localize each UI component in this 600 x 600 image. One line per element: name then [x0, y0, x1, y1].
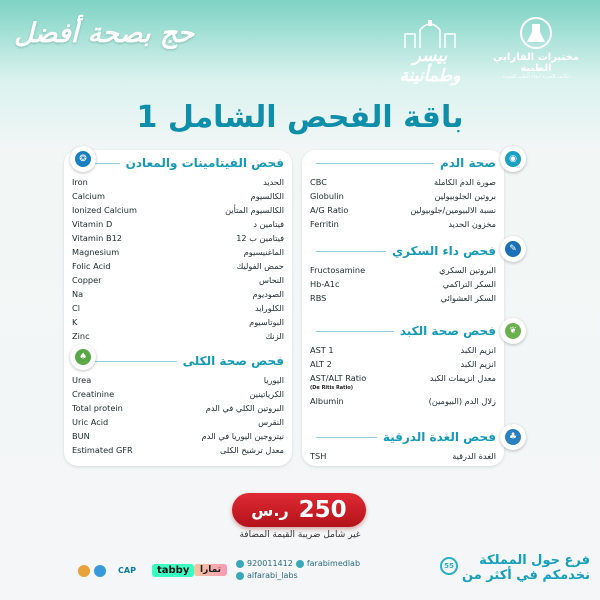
section-title: فحص الغدة الدرقية	[382, 430, 496, 444]
list-item: Uric Acid النقرس	[72, 417, 284, 427]
list-item: AST/ALT Ratio معدل انزيمات الكبد	[310, 373, 496, 383]
section-thyroid	[302, 428, 504, 463]
list-item: TSH الغدة الدرقية	[310, 451, 496, 461]
list-item: Calcium الكالسيوم	[72, 191, 284, 201]
lab-name: مختبرات الفارابي الطبية	[493, 52, 579, 74]
list-item: AST 1 انزيم الكبد	[310, 345, 496, 355]
ratio-note: (De Ritis Ratio)	[310, 385, 354, 391]
list-item: Hb-A1c السكر التراكمي	[310, 279, 496, 289]
list-item: Albumin زلال الدم (البيومين)	[310, 396, 496, 406]
list-item: Vitamin D فيتامين د	[72, 219, 284, 229]
vat-note: غير شامل ضريبة القيمة المضافة	[239, 530, 361, 540]
section-title: فحص صحة الكبد	[399, 324, 496, 338]
price-badge	[232, 493, 366, 527]
header	[0, 0, 600, 100]
section-vitamins	[64, 154, 292, 343]
list-item: Fructosamine البروتين السكري	[310, 265, 496, 275]
section-title: فحص داء السكري	[392, 244, 496, 258]
list-item: Ionized Calcium الكالسيوم المتأين	[72, 205, 284, 215]
list-item: Ferritin مخزون الحديد	[310, 219, 496, 229]
social-handle[interactable]: farabimedlab	[306, 559, 361, 568]
section-title: فحص الفيتامينات والمعادن	[125, 156, 284, 170]
list-item: Folic Acid حمض الفوليك	[72, 261, 284, 271]
lab-tagline: تكاتف الخبرة لبقاء الطب للجودة	[502, 74, 570, 80]
list-item: Total protein البروتين الكلي في الدم	[72, 403, 284, 413]
thyroid-icon: ♣	[500, 424, 526, 450]
list-item: Estimated GFR معدل ترشيح الكلى	[72, 445, 284, 455]
list-item: A/G Ratio نسبة الالبيومين/جلوبيولين	[310, 205, 496, 215]
accreditation-badge-icon	[78, 565, 90, 577]
price-value: 250	[298, 497, 347, 523]
right-card	[302, 150, 504, 466]
list-item: Vitamin B12 فيتامين ب 12	[72, 233, 284, 243]
list-item: Zinc الزنك	[72, 331, 284, 341]
syringe-icon: ✎	[500, 236, 526, 262]
kidney-icon: ♠	[70, 344, 96, 370]
list-item: Cl الكلورايد	[72, 303, 284, 313]
footer	[0, 552, 600, 600]
section-kidney	[64, 352, 292, 457]
section-blood	[302, 154, 504, 231]
list-item: Urea اليوريا	[72, 375, 284, 385]
section-diabetes	[302, 242, 504, 305]
accreditation-badges	[78, 565, 106, 577]
tamara-logo: تمارا	[194, 564, 227, 576]
list-item: Magnesium الماغنيسيوم	[72, 247, 284, 257]
list-item: Creatinine الكرياتينين	[72, 389, 284, 399]
phone-number[interactable]: 920011412	[247, 559, 293, 568]
list-item: RBS السكر العشوائي	[310, 293, 496, 303]
list-item: Copper النحاس	[72, 275, 284, 285]
accreditation-badge-icon	[94, 565, 106, 577]
flask-logo-icon	[519, 16, 553, 50]
cap-logo: CAP	[118, 566, 136, 575]
social-handle[interactable]: alfarabi_labs	[247, 571, 298, 580]
location-pin-icon: 55	[440, 557, 458, 575]
slogan: حج بصحة أفضل	[14, 18, 195, 49]
social-icon	[236, 572, 244, 580]
branches-info: 55 فرع حول المملكة نخدمكم في أكثر من	[440, 553, 590, 583]
liver-icon: ❦	[500, 318, 526, 344]
campaign-logo	[380, 16, 480, 86]
campaign-name: بيسر وطمأنينة	[399, 46, 461, 86]
list-item: CBC صورة الدم الكاملة	[310, 177, 496, 187]
section-title: فحص صحة الكلى	[182, 354, 284, 368]
left-card	[64, 150, 292, 466]
tabby-logo: tabby	[152, 564, 194, 577]
list-item: BUN نيتروجين اليوريا في الدم	[72, 431, 284, 441]
package-title: باقة الفحص الشامل 1	[136, 100, 464, 135]
social-icon	[296, 560, 304, 568]
lab-logo	[486, 16, 586, 80]
mosque-icon	[395, 16, 465, 50]
section-title: صحة الدم	[439, 156, 496, 170]
blood-cell-icon: ◉	[500, 146, 526, 172]
vitamin-icon: ❂	[70, 146, 96, 172]
contact-info	[236, 558, 360, 582]
section-liver	[302, 322, 504, 408]
whatsapp-icon	[236, 560, 244, 568]
list-item: K البوتاسيوم	[72, 317, 284, 327]
list-item: Na الصوديوم	[72, 289, 284, 299]
currency: ر.س	[251, 500, 289, 520]
list-item: Iron الحديد	[72, 177, 284, 187]
list-item: Globulin بروتين الجلوبيولين	[310, 191, 496, 201]
list-item: ALT 2 انزيم الكبد	[310, 359, 496, 369]
